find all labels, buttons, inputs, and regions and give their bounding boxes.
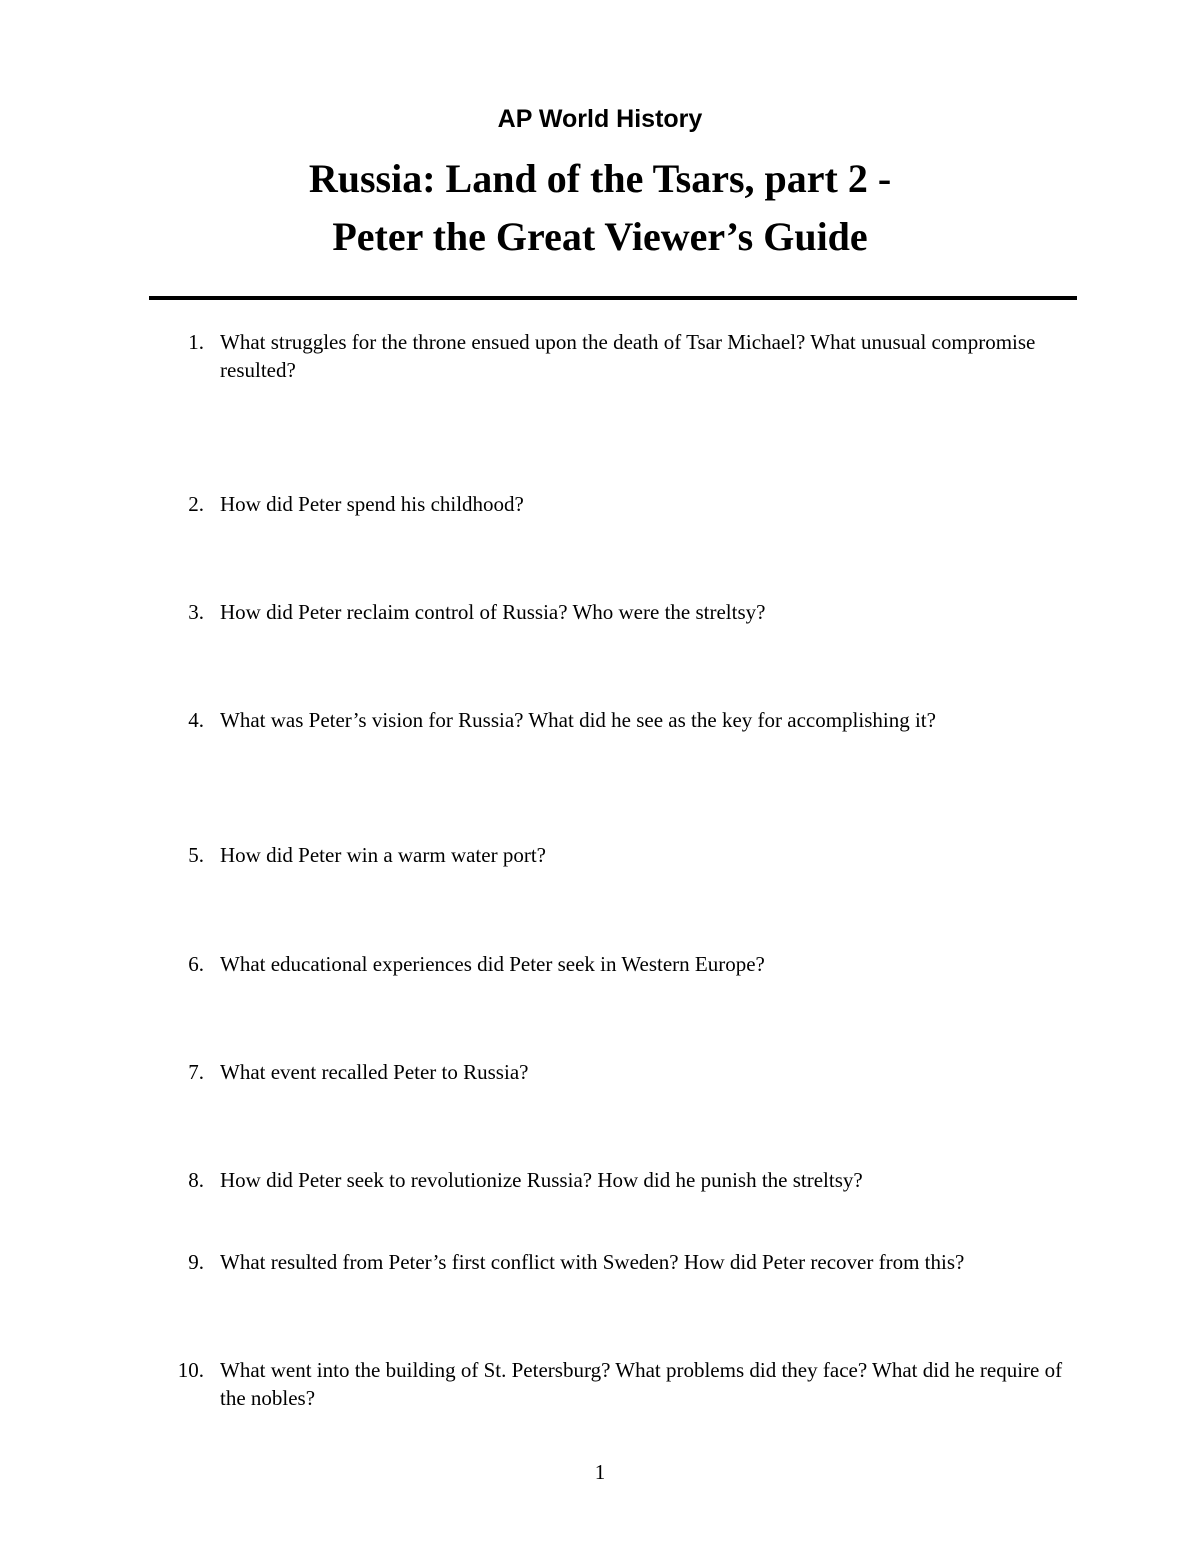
- question-number: 7.: [188, 1060, 204, 1084]
- question-text: What went into the building of St. Petersburg? What problems did they face? What did he require of the nobles?: [220, 1358, 1063, 1410]
- question-number: 3.: [188, 600, 204, 624]
- page-number: 1: [594, 1460, 606, 1484]
- question-text: How did Peter spend his childhood?: [220, 492, 524, 516]
- title-line-1: Russia: Land of the Tsars, part 2 -: [308, 156, 892, 201]
- question-text: How did Peter reclaim control of Russia? Who were the streltsy?: [220, 600, 766, 624]
- question-number: 8.: [188, 1168, 204, 1192]
- question-number: 2.: [188, 492, 204, 516]
- question-text: How did Peter seek to revolutionize Russia? How did he punish the streltsy?: [220, 1168, 863, 1192]
- question-number: 6.: [188, 952, 204, 976]
- question-number: 4.: [188, 708, 204, 732]
- title-divider: [149, 296, 1077, 300]
- question-text: How did Peter win a warm water port?: [220, 843, 546, 867]
- question-number: 5.: [188, 843, 204, 867]
- question-text: What resulted from Peter’s first conflict with Sweden? How did Peter recover from this?: [220, 1250, 965, 1274]
- document-title: [0, 150, 1200, 266]
- question-text: What event recalled Peter to Russia?: [220, 1060, 529, 1084]
- question-number: 1.: [188, 330, 204, 354]
- question-number: 10.: [177, 1358, 204, 1382]
- question-number: 9.: [188, 1250, 204, 1274]
- question-text: What educational experiences did Peter seek in Western Europe?: [220, 952, 765, 976]
- title-line-2: Peter the Great Viewer’s Guide: [332, 214, 868, 259]
- question-text: What struggles for the throne ensued upon the death of Tsar Michael? What unusual compromise resulted?: [220, 330, 1036, 382]
- question-text: What was Peter’s vision for Russia? What did he see as the key for accomplishing it?: [220, 708, 936, 732]
- course-title: AP World History: [497, 105, 703, 133]
